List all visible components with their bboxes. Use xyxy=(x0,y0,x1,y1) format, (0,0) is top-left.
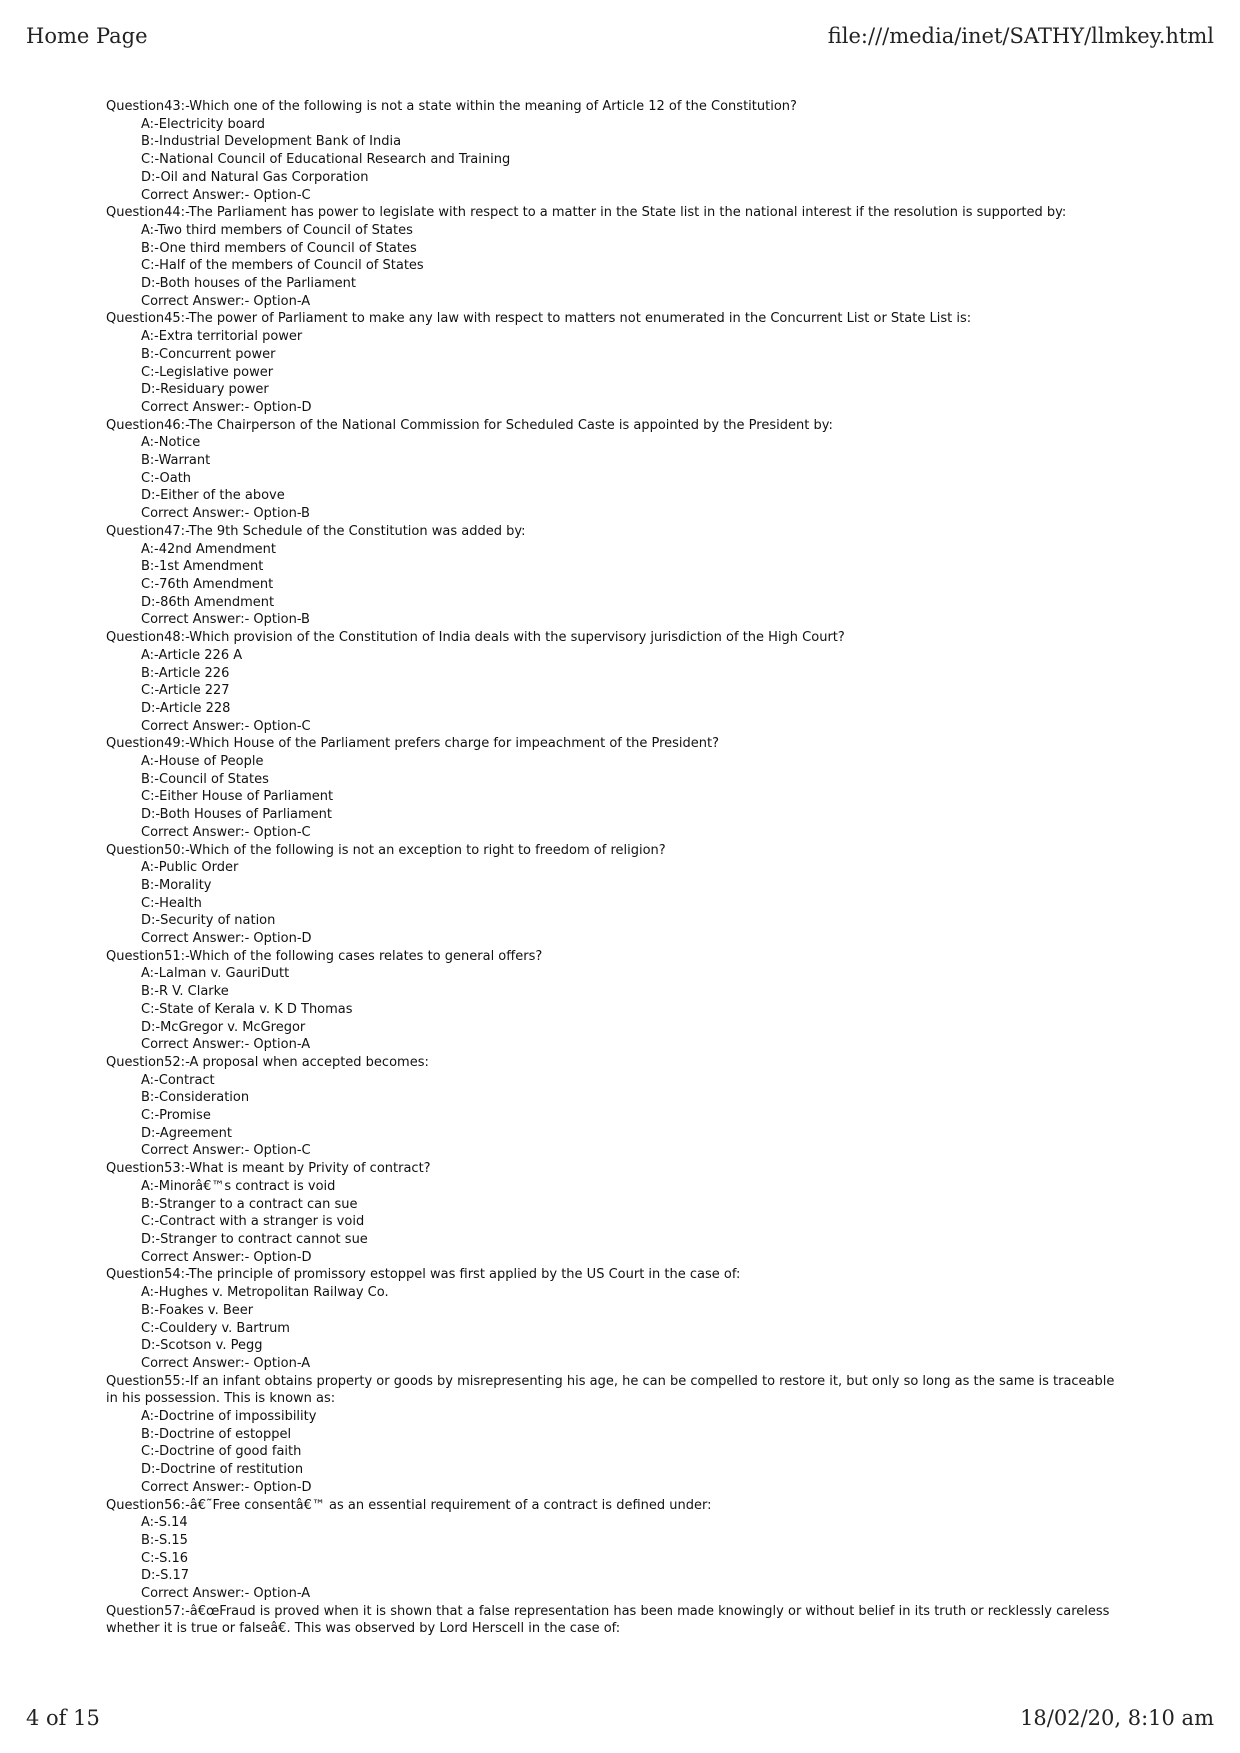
question-text: Question45:-The power of Parliament to make any law with respect to matters not enumerated in the Concurrent List or State List is: xyxy=(106,311,972,327)
question-item xyxy=(106,948,1116,1054)
question-item xyxy=(106,629,1116,735)
correct-answer: Correct Answer:- Option-B xyxy=(141,506,310,522)
question-text: Question54:-The principle of promissory estoppel was first applied by the US Court in the case of: xyxy=(106,1267,741,1283)
question-item xyxy=(106,1373,1116,1497)
correct-answer: Correct Answer:- Option-C xyxy=(141,824,311,840)
answer-option: D:-Both Houses of Parliament xyxy=(141,807,333,823)
question-text: Question50:-Which of the following is not an exception to right to freedom of religion? xyxy=(106,842,666,858)
question-item xyxy=(106,523,1116,629)
question-text: Question48:-Which provision of the Constitution of India deals with the supervisory jurisdiction of the High Court? xyxy=(106,630,845,646)
answer-option: B:-Industrial Development Bank of India xyxy=(141,134,402,150)
answer-option: B:-Concurrent power xyxy=(141,346,276,362)
answer-option: C:-State of Kerala v. K D Thomas xyxy=(141,1001,353,1017)
question-item xyxy=(106,1160,1116,1266)
answer-option: A:-Public Order xyxy=(141,860,239,876)
question-text: Question53:-What is meant by Privity of contract? xyxy=(106,1161,431,1177)
answer-option: A:-Electricity board xyxy=(141,116,265,132)
answer-option: A:-42nd Amendment xyxy=(141,541,276,557)
answer-option: D:-Oil and Natural Gas Corporation xyxy=(141,169,369,185)
answer-option: A:-Article 226 A xyxy=(141,647,243,663)
question-text: Question49:-Which House of the Parliament prefers charge for impeachment of the President? xyxy=(106,736,720,752)
answer-option: B:-One third members of Council of States xyxy=(141,240,417,256)
correct-answer: Correct Answer:- Option-D xyxy=(141,931,312,947)
question-text: Question47:-The 9th Schedule of the Constitution was added by: xyxy=(106,523,526,539)
answer-option: C:-Contract with a stranger is void xyxy=(141,1214,365,1230)
correct-answer: Correct Answer:- Option-C xyxy=(141,187,311,203)
question-text: Question46:-The Chairperson of the National Commission for Scheduled Caste is appointed by the President by: xyxy=(106,417,833,433)
answer-option: D:-Scotson v. Pegg xyxy=(141,1338,263,1354)
answer-option: B:-Warrant xyxy=(141,453,211,469)
correct-answer: Correct Answer:- Option-C xyxy=(141,1143,311,1159)
answer-option: C:-S.16 xyxy=(141,1550,189,1566)
answer-option: A:-Contract xyxy=(141,1072,215,1088)
answer-option: D:-Both houses of the Parliament xyxy=(141,276,356,292)
correct-answer: Correct Answer:- Option-A xyxy=(141,1355,311,1371)
question-text: Question57:-â€œFraud is proved when it is shown that a false representation has been made knowingly or without belief in its truth or recklessly careless whether it is true or falseâ€. This was observed by Lord Herscell in the case of: xyxy=(106,1603,1110,1637)
answer-option: D:-Doctrine of restitution xyxy=(141,1462,304,1478)
correct-answer: Correct Answer:- Option-A xyxy=(141,1037,311,1053)
answer-option: A:-Minorâ€™s contract is void xyxy=(141,1178,336,1194)
answer-option: B:-Morality xyxy=(141,877,212,893)
question-item xyxy=(106,735,1116,841)
answer-option: D:-S.17 xyxy=(141,1568,190,1584)
question-item xyxy=(106,1266,1116,1372)
question-text: Question51:-Which of the following cases relates to general offers? xyxy=(106,948,543,964)
answer-option: B:-Council of States xyxy=(141,771,269,787)
answer-option: B:-Article 226 xyxy=(141,665,230,681)
page-number: 4 of 15 xyxy=(26,1706,100,1730)
question-list xyxy=(106,98,1116,1638)
answer-option: C:-Half of the members of Council of States xyxy=(141,258,424,274)
answer-option: B:-Foakes v. Beer xyxy=(141,1302,254,1318)
correct-answer: Correct Answer:- Option-D xyxy=(141,399,312,415)
browser-page-title: Home Page xyxy=(26,24,148,48)
question-text: Question43:-Which one of the following is not a state within the meaning of Article 12 of the Constitution? xyxy=(106,99,797,114)
answer-option: A:-House of People xyxy=(141,754,264,770)
answer-option: B:-Stranger to a contract can sue xyxy=(141,1196,358,1212)
question-item xyxy=(106,98,1116,204)
answer-option: D:-Article 228 xyxy=(141,700,231,716)
answer-option: A:-Lalman v. GauriDutt xyxy=(141,966,290,982)
answer-option: C:-Legislative power xyxy=(141,364,274,380)
answer-option: D:-McGregor v. McGregor xyxy=(141,1019,306,1035)
answer-option: C:-Promise xyxy=(141,1108,211,1124)
answer-option: C:-76th Amendment xyxy=(141,576,274,592)
answer-option: D:-86th Amendment xyxy=(141,594,275,610)
answer-option: C:-Couldery v. Bartrum xyxy=(141,1320,290,1336)
answer-option: A:-Two third members of Council of States xyxy=(141,222,413,238)
question-item xyxy=(106,310,1116,416)
answer-option: A:-Hughes v. Metropolitan Railway Co. xyxy=(141,1285,389,1301)
answer-option: D:-Either of the above xyxy=(141,488,285,504)
question-item xyxy=(106,1603,1116,1638)
question-text: Question55:-If an infant obtains property or goods by misrepresenting his age, he can be compelled to restore it, but only so long as the same is traceable in his possession. This is known as: xyxy=(106,1373,1115,1407)
question-text: Question56:-â€˜Free consentâ€™ as an essential requirement of a contract is defined under: xyxy=(106,1497,712,1513)
answer-option: D:-Residuary power xyxy=(141,382,269,398)
correct-answer: Correct Answer:- Option-B xyxy=(141,612,310,628)
answer-option: C:-National Council of Educational Research and Training xyxy=(141,152,511,168)
answer-option: B:-R V. Clarke xyxy=(141,984,229,1000)
correct-answer: Correct Answer:- Option-C xyxy=(141,718,311,734)
correct-answer: Correct Answer:- Option-D xyxy=(141,1249,312,1265)
answer-option: D:-Security of nation xyxy=(141,913,276,929)
answer-option: C:-Health xyxy=(141,895,202,911)
answer-option: B:-S.15 xyxy=(141,1532,188,1548)
question-item xyxy=(106,842,1116,948)
question-item xyxy=(106,1497,1116,1603)
answer-option: B:-Consideration xyxy=(141,1090,250,1106)
answer-option: A:-Notice xyxy=(141,435,201,451)
answer-option: C:-Article 227 xyxy=(141,683,230,699)
answer-option: D:-Stranger to contract cannot sue xyxy=(141,1232,368,1247)
answer-option: A:-Extra territorial power xyxy=(141,329,303,345)
question-item xyxy=(106,204,1116,310)
correct-answer: Correct Answer:- Option-D xyxy=(141,1479,312,1495)
browser-page-url: file:///media/inet/SATHY/llmkey.html xyxy=(827,24,1214,48)
correct-answer: Correct Answer:- Option-A xyxy=(141,1586,311,1602)
answer-option: C:-Oath xyxy=(141,470,192,486)
answer-option: C:-Either House of Parliament xyxy=(141,789,334,805)
question-text: Question44:-The Parliament has power to legislate with respect to a matter in the State list in the national interest if the resolution is supported by: xyxy=(106,205,1067,221)
answer-option: A:-Doctrine of impossibility xyxy=(141,1409,317,1425)
print-timestamp: 18/02/20, 8:10 am xyxy=(1020,1706,1214,1730)
question-item xyxy=(106,417,1116,523)
answer-option: C:-Doctrine of good faith xyxy=(141,1444,302,1460)
answer-option: B:-Doctrine of estoppel xyxy=(141,1426,292,1442)
question-item xyxy=(106,1054,1116,1160)
answer-option: D:-Agreement xyxy=(141,1125,232,1141)
correct-answer: Correct Answer:- Option-A xyxy=(141,293,311,309)
answer-option: B:-1st Amendment xyxy=(141,559,264,575)
question-text: Question52:-A proposal when accepted becomes: xyxy=(106,1054,429,1070)
answer-option: A:-S.14 xyxy=(141,1515,188,1531)
